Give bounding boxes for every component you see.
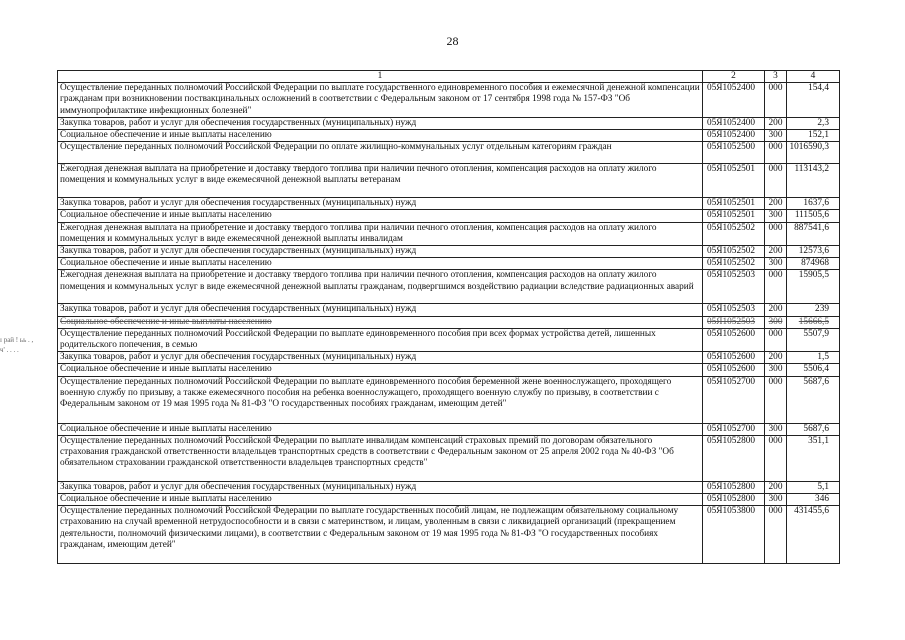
row-expense-type: 300	[765, 316, 787, 328]
row-code: 05Я1052400	[703, 83, 765, 118]
row-description: Социальное обеспечение и иные выплаты населению	[58, 210, 703, 222]
row-expense-type: 200	[765, 352, 787, 364]
table-row	[58, 328, 840, 351]
table-row	[58, 376, 840, 423]
row-expense-type: 200	[765, 117, 787, 129]
row-amount: 351,1	[787, 435, 840, 481]
row-expense-type: 000	[765, 222, 787, 245]
table-row	[58, 494, 840, 506]
table-row	[58, 481, 840, 493]
row-description: Закупка товаров, работ и услуг для обеспечения государственных (муниципальных) нужд	[58, 246, 703, 258]
row-code: 05Я1052502	[703, 222, 765, 245]
row-expense-type: 000	[765, 435, 787, 481]
row-expense-type: 200	[765, 198, 787, 210]
row-code: 05Я1052600	[703, 364, 765, 376]
table-row	[58, 352, 840, 364]
table-row	[58, 164, 840, 198]
table-row	[58, 316, 840, 328]
row-description: Осуществление переданных полномочий Российской Федерации по выплате государственных пособий лицам, не подлежащим обязательному социальному страхованию на случай временной нетрудоспособности и в связи с материнством, и лицам, уволенным в связи с ликвидацией организаций (прекращением деятельности, полномочий физическими лицами), в соответствии с Федеральным законом от 19 мая 1995 года № 81-ФЗ "О государственных пособиях гражданам, имеющим детей"	[58, 506, 703, 564]
table-row	[58, 210, 840, 222]
table-row	[58, 364, 840, 376]
row-code: 05Я1052700	[703, 423, 765, 435]
table-row	[58, 83, 840, 118]
row-amount: 15905,5	[787, 270, 840, 304]
row-description: Ежегодная денежная выплата на приобретение и доставку твердого топлива при наличии печного отопления, компенсация расходов на оплату жилого помещения и коммунальных услуг в виде ежемесячной денежной выплаты ветеранам	[58, 164, 703, 198]
row-expense-type: 000	[765, 83, 787, 118]
margin-mark: ɪ рай ! ьь . ,	[0, 336, 34, 344]
row-expense-type: 000	[765, 328, 787, 351]
row-amount: 1637,6	[787, 198, 840, 210]
row-amount: 15666,5	[787, 316, 840, 328]
row-description: Социальное обеспечение и иные выплаты населению	[58, 258, 703, 270]
row-code: 05Я1052502	[703, 258, 765, 270]
row-amount: 5507,9	[787, 328, 840, 351]
row-expense-type: 300	[765, 258, 787, 270]
row-code: 05Я1052800	[703, 435, 765, 481]
row-expense-type: 300	[765, 210, 787, 222]
row-code: 05Я1052800	[703, 481, 765, 493]
row-code: 05Я1052400	[703, 117, 765, 129]
table-row	[58, 258, 840, 270]
row-description: Осуществление переданных полномочий Российской Федерации по оплате жилищно-коммунальных услуг отдельным категориям граждан	[58, 142, 703, 164]
row-description: Ежегодная денежная выплата на приобретение и доставку твердого топлива при наличии печного отопления, компенсация расходов на оплату жилого помещения и коммунальных услуг в виде ежемесячной денежной выплаты гражданам, подвергшимся воздействию радиации вследствие радиационных аварий	[58, 270, 703, 304]
row-expense-type: 200	[765, 481, 787, 493]
row-code: 05Я1052600	[703, 328, 765, 351]
row-amount: 346	[787, 494, 840, 506]
row-expense-type: 200	[765, 246, 787, 258]
row-code: 05Я1052503	[703, 316, 765, 328]
row-code: 05Я1052501	[703, 198, 765, 210]
row-description: Социальное обеспечение и иные выплаты населению	[58, 423, 703, 435]
row-expense-type: 000	[765, 376, 787, 423]
row-amount: 5,1	[787, 481, 840, 493]
row-amount: 111505,6	[787, 210, 840, 222]
row-expense-type: 300	[765, 364, 787, 376]
table-row	[58, 130, 840, 142]
table-row	[58, 270, 840, 304]
row-amount: 2,3	[787, 117, 840, 129]
row-expense-type: 300	[765, 494, 787, 506]
budget-table	[57, 70, 840, 564]
row-amount: 12573,6	[787, 246, 840, 258]
row-description: Закупка товаров, работ и услуг для обеспечения государственных (муниципальных) нужд	[58, 304, 703, 316]
row-code: 05Я1052503	[703, 304, 765, 316]
row-amount: 431455,6	[787, 506, 840, 564]
row-code: 05Я1052600	[703, 352, 765, 364]
row-amount: 152,1	[787, 130, 840, 142]
row-description: Закупка товаров, работ и услуг для обеспечения государственных (муниципальных) нужд	[58, 352, 703, 364]
row-amount: 5506,4	[787, 364, 840, 376]
row-amount: 5687,6	[787, 376, 840, 423]
row-expense-type: 300	[765, 130, 787, 142]
table-row	[58, 117, 840, 129]
column-header-amount: 4	[787, 71, 840, 83]
row-expense-type: 000	[765, 164, 787, 198]
row-description: Социальное обеспечение и иные выплаты населению	[58, 364, 703, 376]
row-description: Закупка товаров, работ и услуг для обеспечения государственных (муниципальных) нужд	[58, 117, 703, 129]
row-amount: 154,4	[787, 83, 840, 118]
table-row	[58, 222, 840, 245]
row-expense-type: 000	[765, 270, 787, 304]
table-row	[58, 246, 840, 258]
row-amount: 239	[787, 304, 840, 316]
row-code: 05Я1052500	[703, 142, 765, 164]
row-amount: 5687,6	[787, 423, 840, 435]
row-description: Социальное обеспечение и иные выплаты населению	[58, 130, 703, 142]
table-row	[58, 506, 840, 564]
row-expense-type: 000	[765, 506, 787, 564]
row-code: 05Я1052501	[703, 210, 765, 222]
row-code: 05Я1052400	[703, 130, 765, 142]
row-expense-type: 300	[765, 423, 787, 435]
row-expense-type: 000	[765, 142, 787, 164]
page-number: 28	[446, 34, 459, 48]
row-code: 05Я1052503	[703, 270, 765, 304]
row-code: 05Я1052700	[703, 376, 765, 423]
column-header-code: 2	[703, 71, 765, 83]
margin-mark: ч' . . . .	[0, 346, 19, 354]
row-description: Социальное обеспечение и иные выплаты населению	[58, 316, 703, 328]
row-amount: 887541,6	[787, 222, 840, 245]
table-row	[58, 435, 840, 481]
row-expense-type: 200	[765, 304, 787, 316]
table-body	[58, 83, 840, 564]
row-description: Ежегодная денежная выплата на приобретение и доставку твердого топлива при наличии печного отопления, компенсация расходов на оплату жилого помещения и коммунальных услуг в виде ежемесячной денежной выплаты инвалидам	[58, 222, 703, 245]
row-description: Осуществление переданных полномочий Российской Федерации по выплате единовременного пособия при всех формах устройства детей, лишенных родительского попечения, в семью	[58, 328, 703, 351]
table-header-row	[58, 71, 840, 83]
row-amount: 1016590,3	[787, 142, 840, 164]
table-row	[58, 423, 840, 435]
row-code: 05Я1052800	[703, 494, 765, 506]
row-description: Закупка товаров, работ и услуг для обеспечения государственных (муниципальных) нужд	[58, 198, 703, 210]
table-row	[58, 142, 840, 164]
row-code: 05Я1053800	[703, 506, 765, 564]
row-description: Социальное обеспечение и иные выплаты населению	[58, 494, 703, 506]
row-amount: 113143,2	[787, 164, 840, 198]
row-description: Осуществление переданных полномочий Российской Федерации по выплате государственного единовременного пособия и ежемесячной денежной компенсации гражданам при возникновении поствакцинальных осложнений в соответствии с Федеральным законом от 17 сентября 1998 года № 157-ФЗ "Об иммунопрофилактике инфекционных болезней"	[58, 83, 703, 118]
row-code: 05Я1052501	[703, 164, 765, 198]
table-row	[58, 304, 840, 316]
column-header-name: 1	[58, 71, 703, 83]
row-description: Закупка товаров, работ и услуг для обеспечения государственных (муниципальных) нужд	[58, 481, 703, 493]
margin-marks	[0, 335, 33, 355]
column-header-type: 3	[765, 71, 787, 83]
table-row	[58, 198, 840, 210]
row-description: Осуществление переданных полномочий Российской Федерации по выплате единовременного пособия беременной жене военнослужащего, проходящего военную службу по призыву, а также ежемесячного пособия на ребенка военнослужащего, проходящего военную службу по призыву, в соответствии с Федеральным законом от 19 мая 1995 года № 81-ФЗ "О государственных пособиях гражданам, имеющим детей"	[58, 376, 703, 423]
row-amount: 874968	[787, 258, 840, 270]
row-description: Осуществление переданных полномочий Российской Федерации по выплате инвалидам компенсаций страховых премий по договорам обязательного страхования гражданской ответственности владельцев транспортных средств в соответствии с Федеральным законом от 25 апреля 2002 года № 40-ФЗ "Об обязательном страховании гражданской ответственности владельцев транспортных средств"	[58, 435, 703, 481]
row-code: 05Я1052502	[703, 246, 765, 258]
row-amount: 1,5	[787, 352, 840, 364]
